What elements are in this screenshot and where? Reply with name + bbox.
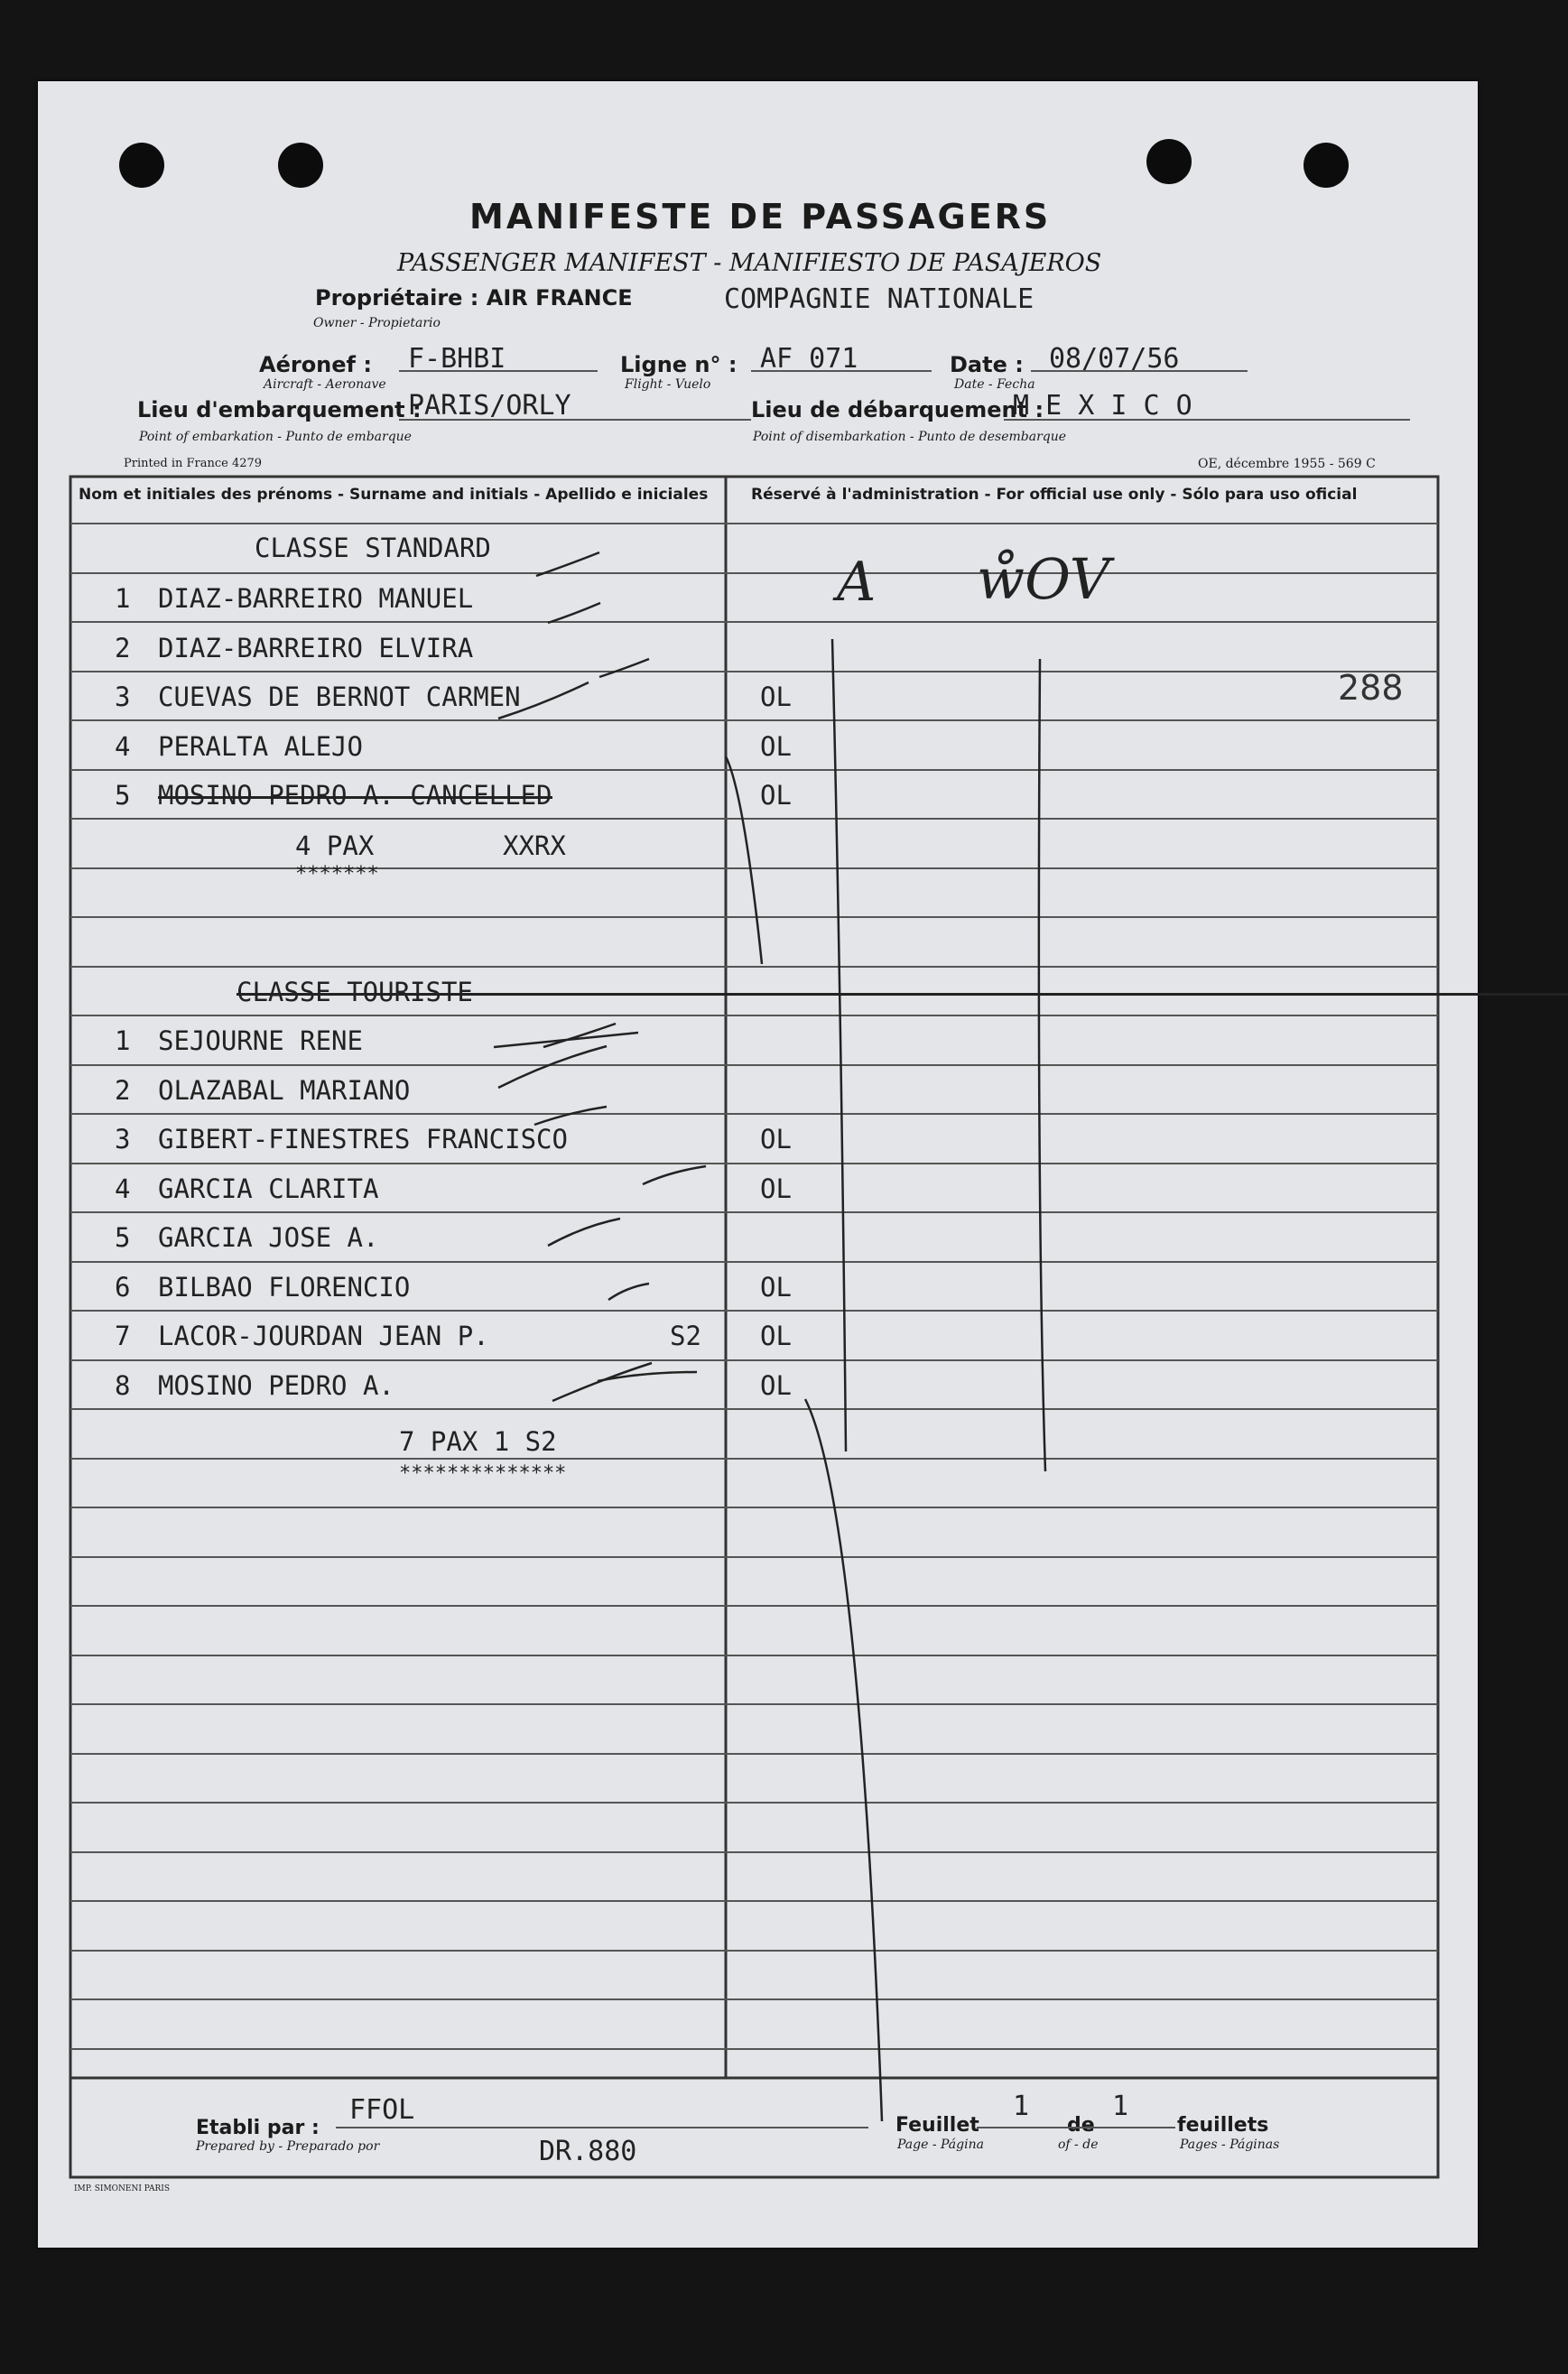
aircraft-label: Aéronef : — [259, 352, 372, 377]
passenger-row — [115, 1075, 410, 1106]
passenger-name: MOSINO PEDRO A. CANCELLED — [158, 780, 552, 811]
passenger-number: 1 — [115, 1025, 131, 1056]
admin-code: OL — [760, 780, 792, 811]
standard-stars: ******* — [295, 863, 379, 886]
passenger-name: GARCIA CLARITA — [158, 1173, 379, 1204]
owner-label: Propriétaire : AIR FRANCE — [315, 285, 633, 311]
left-column-header: Nom et initiales des prénoms - Surname and initials - Apellido e iniciales — [79, 486, 709, 504]
prepared-value: FFOL — [349, 2094, 415, 2126]
sheet-value: 1 — [1013, 2091, 1030, 2122]
of-sub: of - de — [1058, 2138, 1099, 2152]
imprint: IMP. SIMONENI PARIS — [74, 2184, 171, 2193]
passenger-name: MOSINO PEDRO A. — [158, 1369, 394, 1401]
passenger-name: CUEVAS DE BERNOT CARMEN — [158, 682, 521, 712]
sheet-label: Feuillet — [895, 2114, 979, 2137]
printed-note: Printed in France 4279 — [124, 457, 263, 470]
page-title: MANIFESTE DE PASSAGERS — [469, 197, 1052, 236]
flight-sub: Flight - Vuelo — [625, 377, 711, 392]
handwritten-wov: ẘOV — [977, 546, 1110, 612]
passenger-number: 5 — [115, 780, 131, 811]
admin-code: OL — [760, 1369, 792, 1401]
passenger-name: SEJOURNE RENE — [158, 1025, 363, 1056]
date-value: 08/07/56 — [1049, 343, 1180, 375]
tourist-total: 7 PAX 1 S2 — [399, 1426, 557, 1457]
passenger-row — [115, 1222, 378, 1253]
admin-code: OL — [760, 730, 792, 762]
passenger-row — [115, 682, 521, 712]
section-heading-standard: CLASSE STANDARD — [255, 533, 491, 563]
passenger-row — [115, 731, 363, 762]
sheets-label: feuillets — [1177, 2114, 1269, 2137]
pages-sub: Pages - Páginas — [1180, 2138, 1280, 2152]
aircraft-value: F-BHBI — [408, 343, 506, 375]
passenger-name: GIBERT-FINESTRES FRANCISCO — [158, 1124, 568, 1155]
section-heading-tourist: CLASSE TOURISTE — [237, 977, 1568, 1007]
passenger-row — [115, 780, 552, 811]
form-reference: OE, décembre 1955 - 569 C — [1198, 457, 1376, 471]
right-column-header: Réservé à l'administration - For official use only - Sólo para uso oficial — [751, 486, 1358, 504]
passenger-row — [115, 1025, 363, 1056]
passenger-name: LACOR-JOURDAN JEAN P. — [158, 1321, 489, 1351]
page-sub: Page - Página — [897, 2138, 984, 2152]
manifest-grid — [38, 81, 1478, 2248]
date-sub: Date - Fecha — [954, 377, 1035, 392]
disembark-sub: Point of disembarkation - Punto de desembarque — [753, 430, 1067, 444]
passenger-number: 5 — [115, 1222, 131, 1253]
passenger-row — [115, 1173, 378, 1204]
of-value: 1 — [1112, 2091, 1129, 2122]
passenger-row — [115, 583, 473, 614]
passenger-number: 1 — [115, 583, 131, 614]
passenger-row — [115, 1124, 568, 1155]
passenger-name: DIAZ-BARREIRO MANUEL — [158, 583, 474, 614]
admin-code: OL — [760, 1173, 792, 1204]
passenger-number: 4 — [115, 730, 131, 762]
passenger-row — [115, 1272, 410, 1303]
passenger-number: 4 — [115, 1173, 131, 1204]
passenger-number: 8 — [115, 1369, 131, 1401]
passenger-extra: S2 — [670, 1321, 701, 1351]
embark-value: PARIS/ORLY — [408, 390, 571, 422]
admin-code: OL — [760, 1124, 792, 1155]
passenger-name: PERALTA ALEJO — [158, 730, 363, 762]
passenger-number: 2 — [115, 1074, 131, 1106]
standard-total-extra: XXRX — [503, 830, 566, 861]
passenger-name: BILBAO FLORENCIO — [158, 1271, 411, 1303]
owner-value: COMPAGNIE NATIONALE — [724, 283, 1035, 315]
admin-code: OL — [760, 682, 792, 712]
passenger-number: 3 — [115, 1124, 131, 1155]
passenger-name: GARCIA JOSE A. — [158, 1222, 379, 1253]
passenger-number: 2 — [115, 632, 131, 663]
prepared-sub: Prepared by - Preparado por — [196, 2139, 380, 2154]
handwritten-page-number: 288 — [1338, 668, 1404, 708]
passenger-number: 6 — [115, 1271, 131, 1303]
tourist-stars: ************** — [399, 1462, 567, 1485]
disembark-value: M E X I C O — [1013, 390, 1192, 422]
standard-total: 4 PAX — [295, 830, 375, 861]
manifest-sheet — [38, 81, 1478, 2248]
passenger-name: OLAZABAL MARIANO — [158, 1074, 411, 1106]
owner-sub: Owner - Propietario — [313, 316, 441, 330]
passenger-row — [115, 1321, 489, 1351]
dr-reference: DR.880 — [539, 2136, 637, 2167]
passenger-name: DIAZ-BARREIRO ELVIRA — [158, 632, 474, 663]
passenger-row — [115, 633, 473, 663]
page-subtitle: PASSENGER MANIFEST - MANIFIESTO DE PASAJEROS — [397, 249, 1102, 277]
passenger-number: 3 — [115, 682, 131, 712]
passenger-row — [115, 1370, 394, 1401]
embark-label: Lieu d'embarquement : — [137, 397, 422, 422]
aircraft-sub: Aircraft - Aeronave — [264, 377, 386, 392]
passenger-number: 7 — [115, 1321, 131, 1351]
flight-label: Ligne n° : — [620, 352, 738, 377]
disembark-label: Lieu de débarquement : — [751, 397, 1044, 422]
prepared-label: Etabli par : — [196, 2117, 320, 2139]
handwritten-a: A — [837, 551, 877, 614]
admin-code: OL — [760, 1271, 792, 1303]
date-label: Date : — [950, 352, 1024, 377]
flight-value: AF 071 — [760, 343, 858, 375]
of-label: de — [1067, 2114, 1095, 2137]
embark-sub: Point of embarkation - Punto de embarque — [139, 430, 412, 444]
admin-code: OL — [760, 1321, 792, 1351]
